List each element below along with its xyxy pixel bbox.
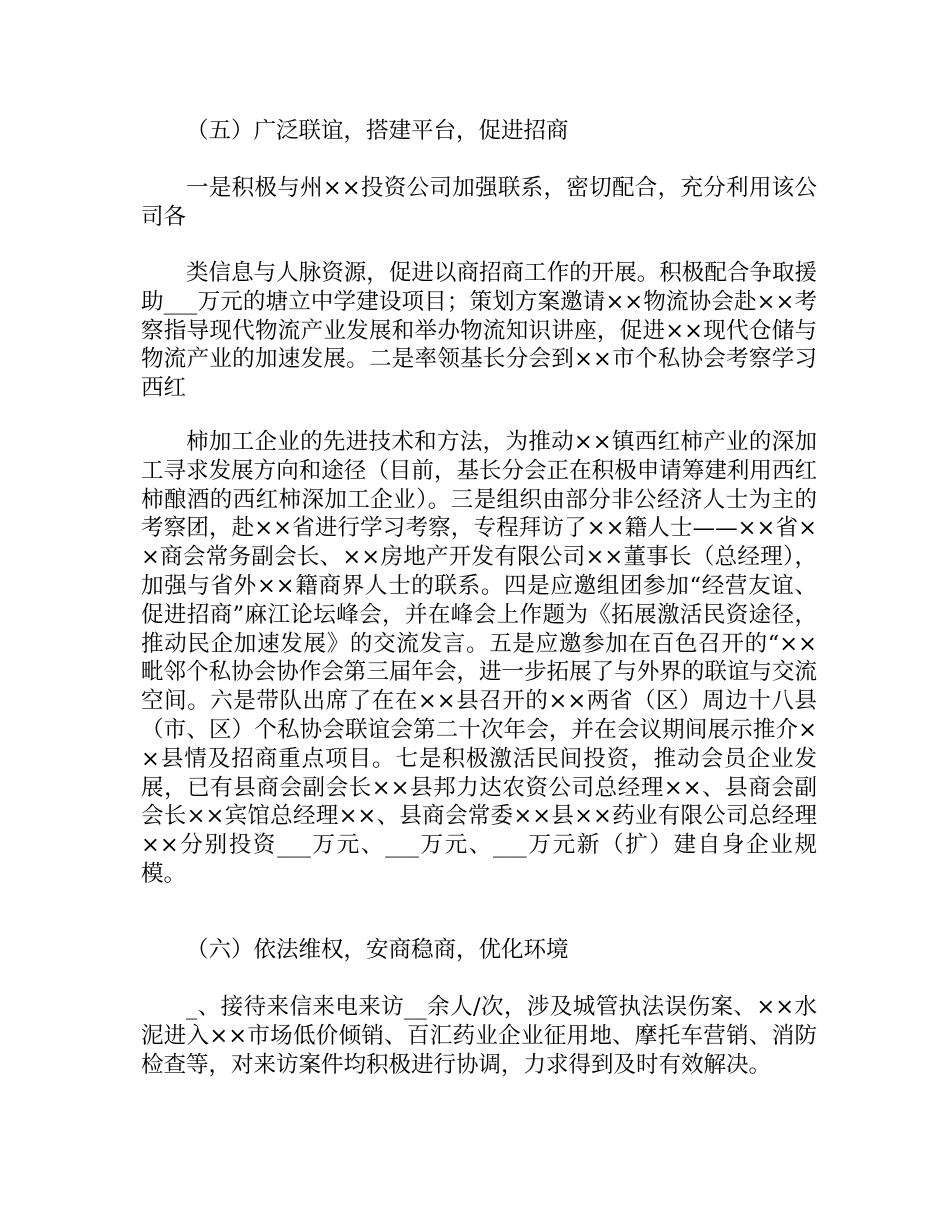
section-heading-5: （五）广泛联谊，搭建平台，促进招商: [186, 118, 569, 144]
paragraph-3: 柿加工企业的先进技术和方法，为推动××镇西红柿产业的深加工寻求发展方向和途径（目前，基长分会正在积极申请筹建利用西红柿酿酒的西红柿深加工企业）。三是组织由部分非公经济人士为主的考察团，赴××省进行学习考察，专程拜访了××籍人士——××省××商会常务副会长、××房地产开发有限公司××董事长（总经理），加强与省外××籍商界人士的联系。四是应邀组团参加“经营友谊、促进招商”麻江论坛峰会，并在峰会上作题为《拓展激活民资途径，推动民企加速发展》的交流发言。五是应邀参加在百色召开的“××毗邻个私协会协作会第三届年会，进一步拓展了与外界的联谊与交流空间。六是带队出席了在在××县召开的××两省（区）周边十八县（市、区）个私协会联谊会第二十次年会，并在会议期间展示推介××县情及招商重点项目。七是积极激活民间投资，推动会员企业发展，已有县商会副会长××县邦力达农资公司总经理××、县商会副会长××宾馆总经理××、县商会常委××县××药业有限公司总经理××分别投资___万元、___万元、___万元新（扩）建自身企业规模。: [141, 429, 817, 887]
paragraph-2: 类信息与人脉资源，促进以商招商工作的开展。积极配合争取援助___万元的塘立中学建设项目；策划方案邀请××物流协会赴××考察指导现代物流产业发展和举办物流知识讲座，促进××现代仓储与物流产业的加速发展。二是率领基长分会到××市个私协会考察学习西红: [141, 260, 817, 402]
section-heading-6: （六）依法维权，安商稳商，优化环境: [186, 937, 569, 963]
paragraph-4: _、接待来信来电来访__余人/次，涉及城管执法误伤案、××水泥进入××市场低价倾销、百汇药业企业征用地、摩托车营销、消防检查等，对来访案件均积极进行协调，力求得到及时有效解决。: [141, 994, 817, 1078]
paragraph-1: 一是积极与州××投资公司加强联系，密切配合，充分利用该公司各: [141, 175, 817, 230]
